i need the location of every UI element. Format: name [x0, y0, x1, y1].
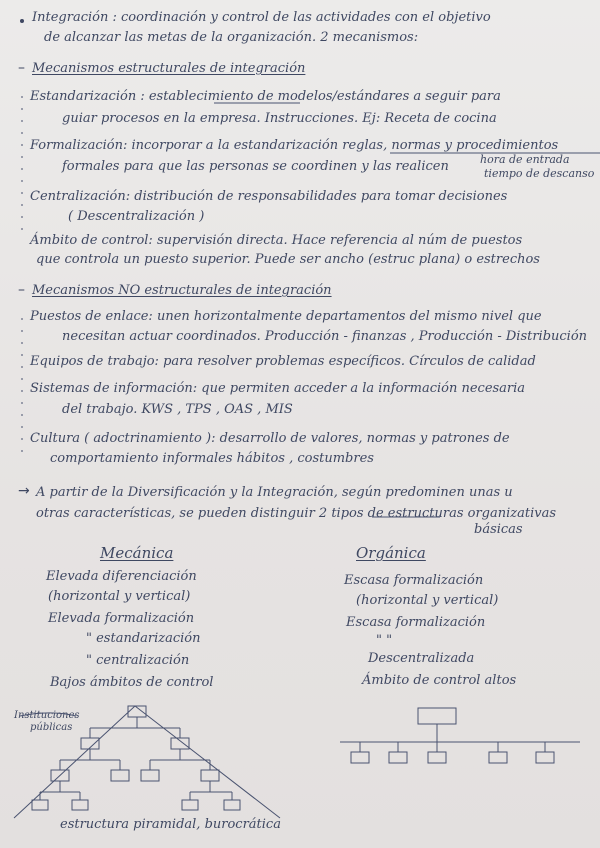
intro-line-2: de alcanzar las metas de la organización. 2 mecanismos:	[44, 30, 419, 45]
span-of-control-line-1: Ámbito de control: supervisión directa. Hace referencia al núm de puestos	[30, 233, 523, 248]
organic-item-1: Escasa formalización	[344, 573, 484, 588]
non-structural-heading: Mecanismos NO estructurales de integración	[32, 283, 332, 298]
liaison-line-2: necesitan actuar coordinados. Producción - finanzas , Producción - Distribución	[62, 329, 588, 344]
work-teams-line: Equipos de trabajo: para resolver problemas específicos. Círculos de calidad	[30, 354, 536, 369]
liaison-line-1: Puestos de enlace: unen horizontalmente departamentos del mismo nivel que	[30, 309, 542, 324]
mechanical-item-2: (horizontal y vertical)	[48, 589, 191, 604]
formalization-line-1: Formalización: incorporar a la estandarización reglas, normas y procedimientos	[30, 138, 559, 153]
mechanical-item-1: Elevada diferenciación	[46, 569, 197, 584]
centralization-line-2: ( Descentralización )	[68, 209, 205, 224]
organic-item-2: (horizontal y vertical)	[356, 593, 499, 608]
mechanical-item-4: " estandarización	[86, 631, 201, 646]
formalization-side-note-2: tiempo de descanso	[484, 167, 595, 180]
standardization-line-1: Estandarización : establecimiento de modelos/estándares a seguir para	[30, 89, 501, 104]
mechanical-item-6: Bajos ámbitos de control	[50, 675, 214, 690]
pyramid-org-chart	[14, 706, 280, 818]
conclusion-line-1: A partir de la Diversificación y la Integración, según predominen unas u	[36, 485, 513, 500]
organic-item-5: Descentralizada	[368, 651, 475, 666]
mechanical-title: Mecánica	[100, 544, 174, 562]
formalization-side-note-1: hora de entrada	[480, 153, 570, 166]
culture-line-2: comportamiento informales hábitos , costumbres	[50, 451, 374, 466]
intro-line-1: Integración : coordinación y control de las actividades con el objetivo	[32, 10, 491, 25]
info-systems-line-1: Sistemas de información: que permiten acceder a la información necesaria	[30, 381, 526, 396]
organic-item-6: Ámbito de control altos	[362, 673, 517, 688]
pyramid-label-top-2: públicas	[30, 722, 73, 733]
arrow-marker: →	[18, 483, 30, 499]
formalization-line-2: formales para que las personas se coordinen y las realicen	[62, 159, 449, 174]
pyramid-caption: estructura piramidal, burocrática	[60, 817, 281, 832]
organic-item-3: Escasa formalización	[346, 615, 486, 630]
pyramid-label-top: Instituciones	[14, 710, 80, 721]
text-underline	[214, 103, 600, 153]
flat-org-chart	[340, 708, 580, 763]
span-of-control-line-2: que controla un puesto superior. Puede ser ancho (estruc plana) o estrechos	[36, 252, 540, 267]
mechanical-item-5: " centralización	[86, 653, 190, 668]
organic-title: Orgánica	[356, 544, 426, 562]
centralization-line-1: Centralización: distribución de responsabilidades para tomar decisiones	[30, 189, 508, 204]
dash-marker: –	[18, 60, 25, 76]
mechanical-item-3: Elevada formalización	[48, 611, 195, 626]
conclusion-line-2: otras características, se pueden distinguir 2 tipos de estructuras organizativas	[36, 506, 557, 521]
conclusion-line-3: básicas	[474, 522, 523, 537]
dash-marker: –	[18, 282, 25, 298]
organic-item-4: " "	[376, 633, 393, 648]
culture-line-1: Cultura ( adoctrinamiento ): desarrollo de valores, normas y patrones de	[30, 431, 510, 446]
info-systems-line-2: del trabajo. KWS , TPS , OAS , MIS	[62, 402, 293, 417]
standardization-line-2: guiar procesos en la empresa. Instrucciones. Ej: Receta de cocina	[62, 111, 497, 126]
structural-heading: Mecanismos estructurales de integración	[32, 61, 306, 76]
